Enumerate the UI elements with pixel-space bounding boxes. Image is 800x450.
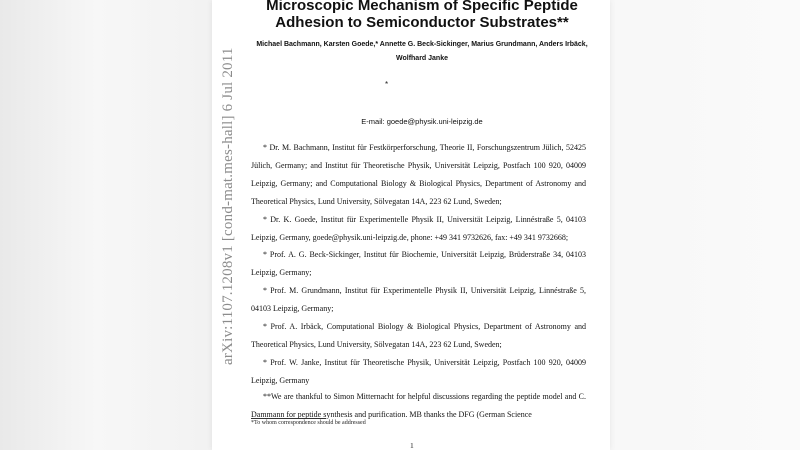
asterisk-mark: * (385, 80, 389, 89)
footnote-rule (251, 418, 326, 419)
title-line-1: Microscopic Mechanism of Specific Peptide (266, 0, 578, 14)
footnote: *To whom correspondence should be addressed (251, 420, 366, 426)
arxiv-identifier: arXiv:1107.1208v1 [cond-mat.mes-hall] 6 Jul 2011 (220, 47, 236, 365)
author-list: Michael Bachmann, Karsten Goede,* Annette G. Beck-Sickinger, Marius Grundmann, Anders Irbäck, (256, 41, 588, 48)
affiliation: * Prof. M. Grundmann, Institut für Experimentelle Physik II, Universität Leipzig, Linnéstraße 5, 04103 Leipzig, Germany; (251, 286, 586, 314)
author-list-line-2: Wolfhard Janke (396, 55, 448, 62)
affiliation: * Prof. W. Janke, Institut für Theoretische Physik, Universität Leipzig, Postfach 100 920, 04009 Leipzig, Germany (251, 357, 586, 385)
page-number: 1 (410, 441, 414, 450)
affiliation: * Dr. K. Goede, Institut für Experimentelle Physik II, Universität Leipzig, Linnéstraße 5, 04103 Leipzig, Germany, goede@physik.uni-leipzig.de, phone: +49 341 9732626, fax: +49 341 9732668; (251, 214, 586, 242)
affiliation: * Dr. M. Bachmann, Institut für Festkörperforschung, Theorie II, Forschungszentrum Jülich, 52425 Jülich, Germany; and Institut für Theoretische Physik, Universität Leipzig, Postfach 100 920, 04009 Leipzig, Germany; and Computational Biology & Biological Physics, Department of Astronomy and Theoretical Physics, Lund University, Sölvegatan 14A, 223 62 Lund, Sweden; (251, 143, 586, 206)
acknowledgement-text: **We are thankful to Simon Mitternacht for helpful discussions regarding the peptide model and C. Dammann for peptide synthesis and purification. MB thanks the DFG (German Science (251, 392, 586, 419)
paper-title (244, 0, 600, 31)
affiliations (251, 139, 586, 390)
affiliation: * Prof. A. Irbäck, Computational Biology & Biological Physics, Department of Astronomy and Theoretical Physics, Lund University, Sölvegatan 14A, 223 62 Lund, Sweden; (251, 322, 586, 349)
affiliation: * Prof. A. G. Beck-Sickinger, Institut für Biochemie, Universität Leipzig, Brüderstraße 34, 04103 Leipzig, Germany; (251, 250, 586, 278)
title-line-2: Adhesion to Semiconductor Substrates** (275, 14, 569, 31)
contact-email: E-mail: goede@physik.uni-leipzig.de (361, 117, 483, 126)
